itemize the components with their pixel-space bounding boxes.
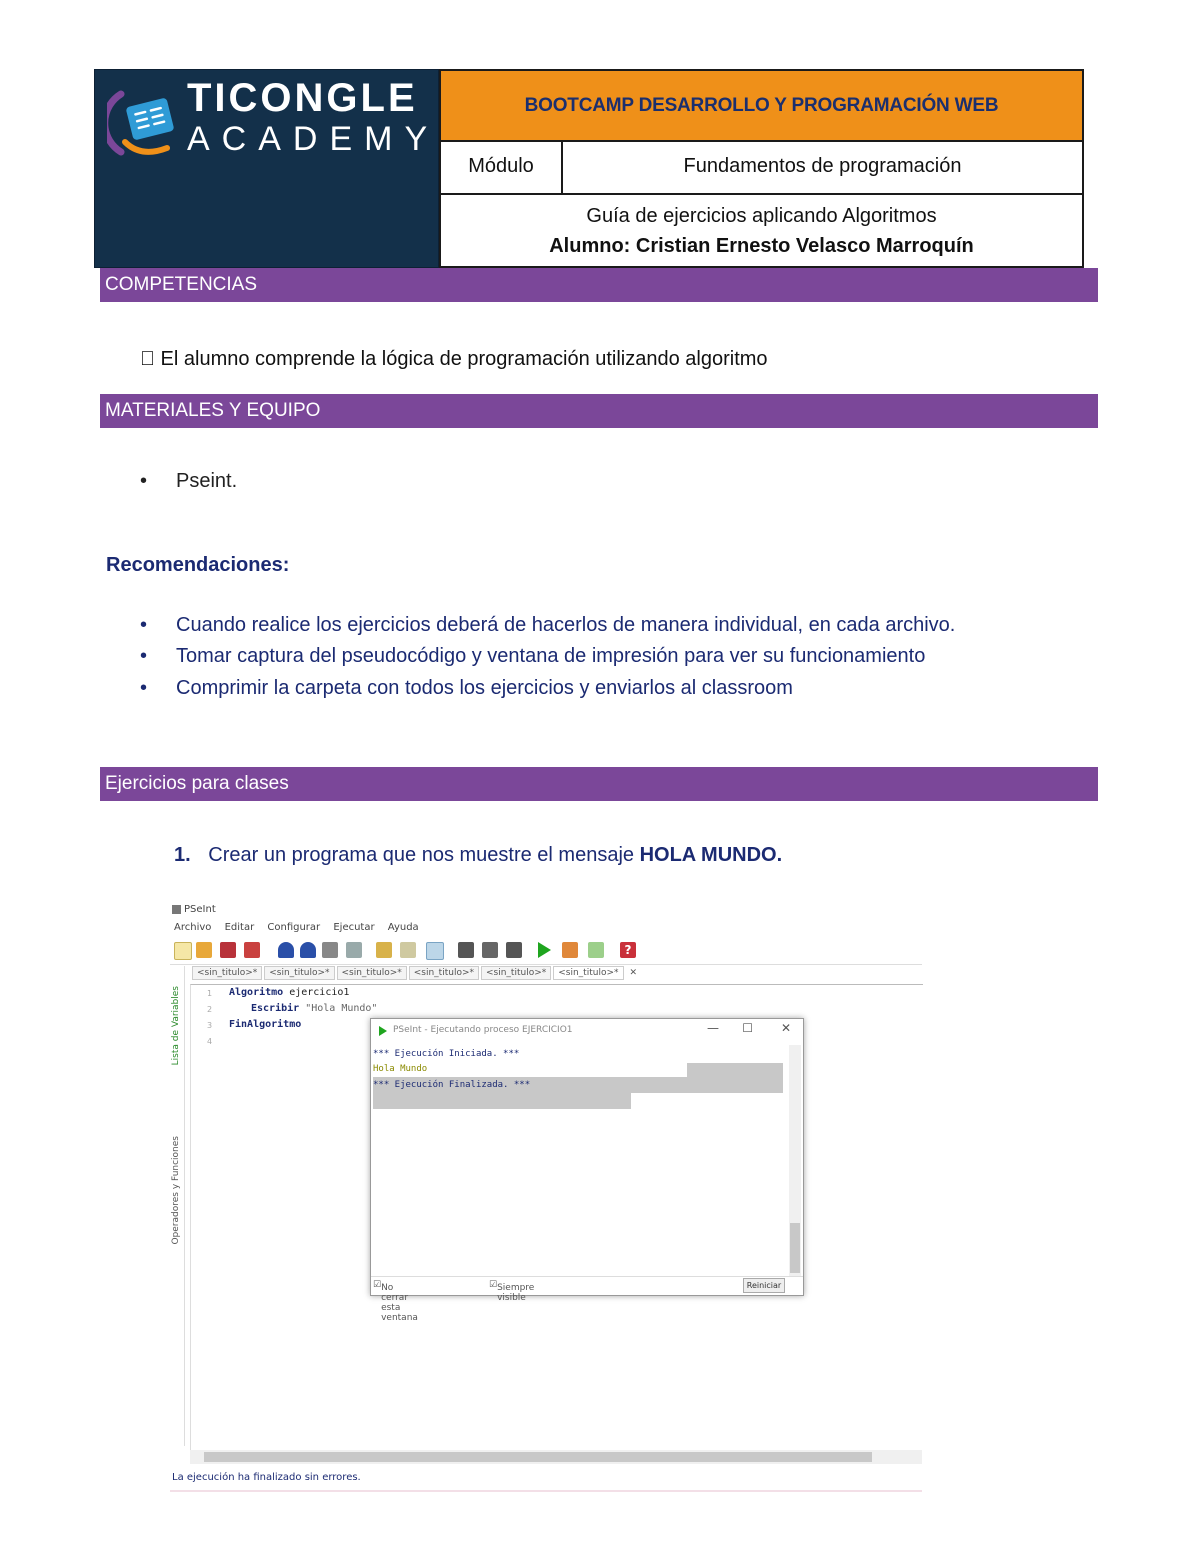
code-line: Escribir "Hola Mundo" <box>251 1003 378 1014</box>
student-name: Alumno: Cristian Ernesto Velasco Marroquín <box>549 234 974 257</box>
menu-editar[interactable]: Editar <box>224 922 255 933</box>
tab[interactable]: <sin_titulo>* <box>409 966 479 980</box>
step-icon[interactable] <box>562 942 578 958</box>
cut-icon[interactable] <box>322 942 338 958</box>
guide-row <box>441 195 1082 266</box>
menu-archivo[interactable]: Archivo <box>174 922 212 933</box>
redo-icon[interactable] <box>300 942 316 958</box>
section-bar-competencias: COMPETENCIAS <box>100 268 1098 302</box>
open-folder-icon[interactable] <box>196 942 212 958</box>
save-as-icon[interactable] <box>244 942 260 958</box>
guide-title: Guía de ejercicios aplicando Algoritmos <box>586 204 937 227</box>
flowchart-icon[interactable] <box>458 942 474 958</box>
output-line: Hola Mundo <box>373 1064 428 1074</box>
line-number: 4 <box>207 1037 213 1046</box>
exercise-text: Crear un programa que nos muestre el mensaje <box>208 844 640 866</box>
header-table <box>439 69 1084 268</box>
recomendacion-item: Cuando realice los ejercicios deberá de hacerlos de manera individual, en cada archivo. <box>176 614 956 636</box>
divider <box>170 1490 922 1492</box>
tab[interactable]: <sin_titulo>* <box>481 966 551 980</box>
profile-icon[interactable] <box>588 942 604 958</box>
output-line: *** Ejecución Iniciada. *** <box>373 1049 520 1059</box>
code-line: Algoritmo ejercicio1 <box>229 987 350 998</box>
menu-ayuda[interactable]: Ayuda <box>387 922 419 933</box>
pseint-screenshot <box>170 900 922 1492</box>
menu-bar <box>174 922 429 933</box>
help-icon[interactable]: ? <box>620 942 636 958</box>
exercise-bold: HOLA MUNDO. <box>639 844 783 866</box>
menu-ejecutar[interactable]: Ejecutar <box>333 922 375 933</box>
editor-tabs <box>192 966 643 982</box>
keep-open-checkbox[interactable]: ☑ No cerrar esta ventana <box>373 1280 418 1323</box>
indent-icon[interactable] <box>400 942 416 958</box>
exercise-1 <box>174 844 782 867</box>
paste-icon[interactable] <box>376 942 392 958</box>
line-number: 3 <box>207 1021 213 1030</box>
competencia-item: El alumno comprende la lógica de programación utilizando algoritmo <box>140 348 748 370</box>
app-title: PSeInt <box>172 904 216 915</box>
line-number: 2 <box>207 1005 213 1014</box>
tab[interactable]: <sin_titulo>* <box>192 966 262 980</box>
recomendacion-item: Tomar captura del pseudocódigo y ventana de impresión para ver su funcionamiento <box>176 645 926 667</box>
code-line: FinAlgoritmo <box>229 1019 302 1030</box>
search-icon[interactable] <box>426 942 444 960</box>
minimize-icon[interactable]: — <box>707 1021 719 1035</box>
execution-window <box>370 1018 804 1323</box>
execution-window-footer <box>371 1276 803 1323</box>
logo-panel <box>94 69 439 268</box>
module-value: Fundamentos de programación <box>683 155 962 177</box>
section-bar-ejercicios: Ejercicios para clases <box>100 767 1098 801</box>
exercise-number: 1. <box>174 844 191 866</box>
module-label: Módulo <box>441 140 563 193</box>
bullet: • <box>140 677 148 699</box>
run-icon[interactable] <box>538 942 551 958</box>
status-bar: La ejecución ha finalizado sin errores. <box>172 1472 361 1483</box>
vertical-scrollbar[interactable] <box>789 1045 801 1277</box>
tab-active[interactable]: <sin_titulo>* <box>553 966 623 980</box>
bullet: • <box>140 645 148 667</box>
section-bar-materiales: MATERIALES Y EQUIPO <box>100 394 1098 428</box>
output-line: *** Ejecución Finalizada. *** <box>373 1080 531 1090</box>
maximize-icon[interactable]: ☐ <box>742 1021 753 1035</box>
material-item: Pseint. <box>176 470 238 492</box>
close-icon[interactable]: ✕ <box>780 1021 791 1035</box>
toolbar <box>170 936 922 965</box>
logo-wordmark-top: TICONGLE <box>187 76 418 120</box>
run-icon <box>379 1026 387 1036</box>
tab[interactable]: <sin_titulo>* <box>264 966 334 980</box>
logo-wordmark-bottom: ACADEMY <box>187 120 440 158</box>
new-file-icon[interactable] <box>174 942 192 960</box>
ticongle-logo-icon <box>107 84 185 162</box>
horizontal-scrollbar[interactable] <box>190 1450 922 1464</box>
variables-panel-label[interactable]: Lista de Variables <box>171 986 181 1066</box>
undo-icon[interactable] <box>278 942 294 958</box>
tab[interactable]: <sin_titulo>* <box>337 966 407 980</box>
bullet: • <box>140 470 148 492</box>
menu-configurar[interactable]: Configurar <box>267 922 321 933</box>
document-header <box>94 69 1084 268</box>
bullet: • <box>140 614 148 636</box>
recomendaciones-title: Recomendaciones: <box>106 554 290 576</box>
pseint-icon <box>172 905 181 914</box>
close-tab-icon[interactable]: ✕ <box>629 968 638 978</box>
export-icon[interactable] <box>482 942 498 958</box>
save-icon[interactable] <box>220 942 236 958</box>
debug-icon[interactable] <box>506 942 522 958</box>
line-number: 1 <box>207 989 213 998</box>
module-row <box>441 140 1082 195</box>
always-visible-checkbox[interactable]: ☑ Siempre visible <box>489 1280 535 1303</box>
operators-panel-label[interactable]: Operadores y Funciones <box>171 1136 181 1245</box>
side-panel <box>170 966 185 1446</box>
restart-button[interactable]: Reiniciar <box>743 1278 785 1293</box>
copy-icon[interactable] <box>346 942 362 958</box>
bootcamp-title: BOOTCAMP DESARROLLO Y PROGRAMACIÓN WEB <box>441 71 1082 142</box>
recomendacion-item: Comprimir la carpeta con todos los ejercicios y enviarlos al classroom <box>176 677 793 699</box>
execution-window-title: PSeInt - Ejecutando proceso EJERCICIO1 <box>393 1025 573 1035</box>
